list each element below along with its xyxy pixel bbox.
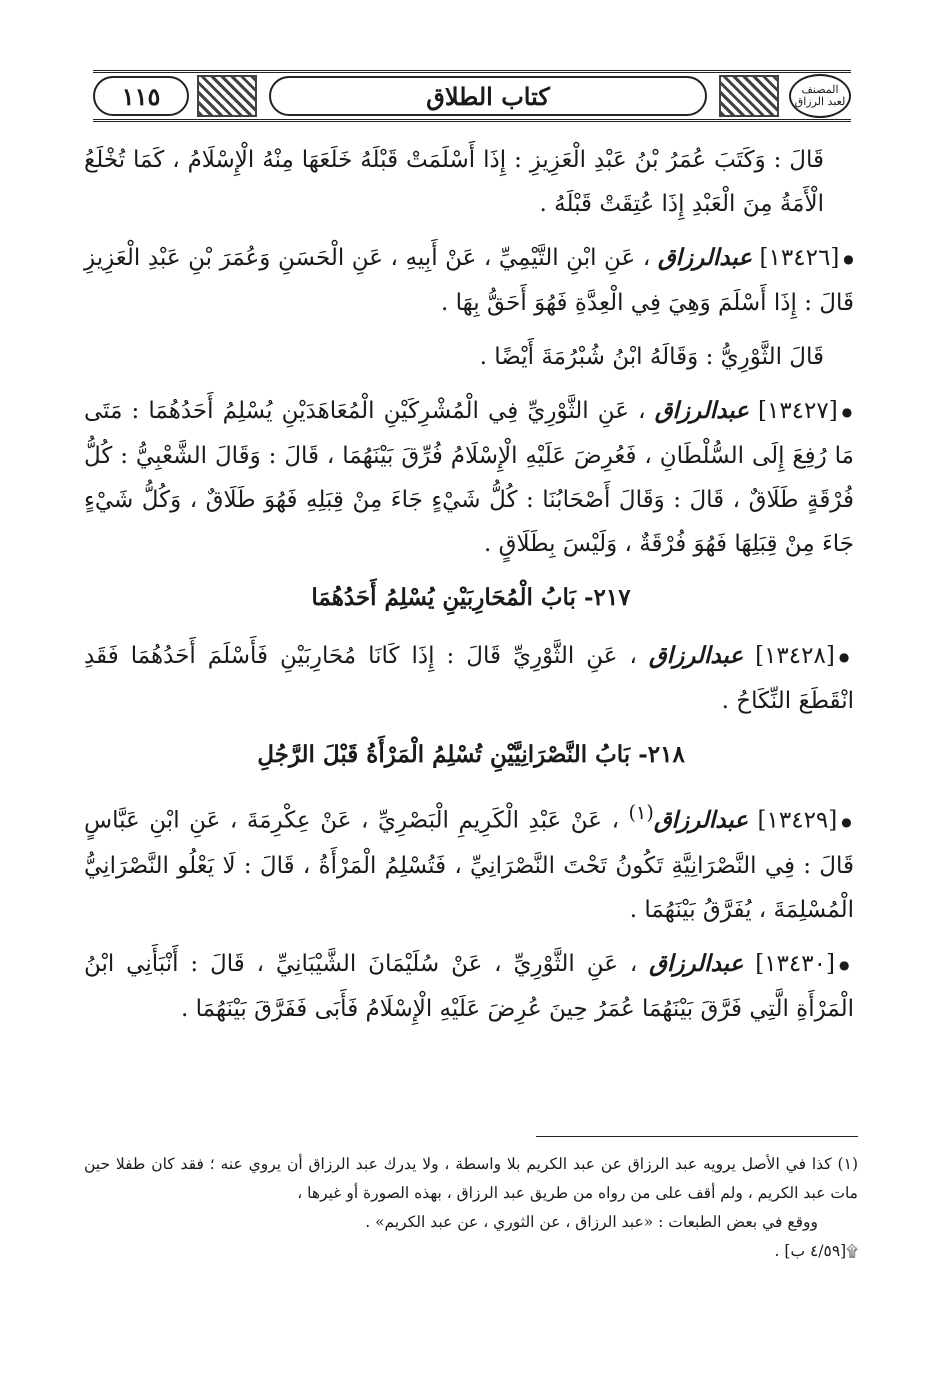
chapter-heading-217: ٢١٧- بَابُ الْمُحَارِبَيْنِ يُسْلِمُ أَحَدُهُمَا <box>311 584 631 611</box>
paragraph-thawri-note <box>84 335 858 379</box>
page-number-frame <box>93 76 189 116</box>
hadith-number: [١٣٤٢٦] <box>759 245 840 271</box>
hadith-number: [١٣٤٣٠] <box>755 950 835 977</box>
bullet-icon: ● <box>843 252 855 266</box>
hadith-number: [١٣٤٢٨] <box>755 643 835 669</box>
folio-text: ۩[٤/٥٩ ب] . <box>774 1242 858 1260</box>
footnotes <box>84 1150 858 1266</box>
folio-reference <box>84 1237 858 1266</box>
bullet-icon: ● <box>838 957 854 972</box>
hadith-13426 <box>84 236 858 325</box>
footnote-text: كذا في الأصل يرويه عبد الرزاق عن عبد الكريم بلا واسطة ، ولا يدرك عبد الرزاق أن يروي عنه ؛ فقد كان طفلا حين مات عبد الكريم ، ولم أقف على من رواه من طريق عبد الرزاق ، بهذه الصورة أو غيرها ، <box>84 1155 858 1202</box>
hadith-source: عبدالرزاق <box>654 397 749 424</box>
main-text <box>84 138 858 1041</box>
hadith-text: ، عَنْ عَبْدِ الْكَرِيمِ الْبَصْرِيِّ ، عَنْ عِكْرِمَةَ ، عَنِ ابْنِ عَبَّاسٍ قَالَ : فِي النَّصْرَانِيَّةِ تَكُونُ تَحْتَ النَّصْرَانِيِّ ، فَتُسْلِمُ الْمَرْأَةُ ، قَالَ : لَا يَعْلُو النَّصْرَانِيُّ الْمُسْلِمَةَ ، يُفَرَّقُ بَيْنَهُمَا . <box>84 807 854 923</box>
paragraph-text: قَالَ : وَكَتَبَ عُمَرُ بْنُ عَبْدِ الْعَزِيزِ : إِذَا أَسْلَمَتْ قَبْلَهُ خَلَعَهَا مِنْهُ الْإِسْلَامُ ، كَمَا تُخْلَعُ الْأَمَةُ مِنَ الْعَبْدِ إِذَا عُتِقَتْ قَبْلَهُ . <box>84 147 824 217</box>
paragraph-umar-letter <box>84 138 858 226</box>
header-title-frame <box>269 76 707 116</box>
footnote-1 <box>84 1150 858 1208</box>
hadith-source: عبدالرزاق <box>648 642 744 669</box>
bullet-icon: ● <box>841 405 855 419</box>
chapter-book-title: كتاب الطلاق <box>426 81 550 111</box>
header-ornament-left <box>197 75 257 117</box>
hadith-source: عبدالرزاق <box>657 244 752 271</box>
hadith-number: [١٣٤٢٩] <box>757 807 838 834</box>
hadith-13427 <box>84 389 858 566</box>
hadith-text: ، عَنِ الثَّوْرِيِّ فِي الْمُشْرِكَيْنِ الْمُعَاهَدَيْنِ يُسْلِمُ أَحَدُهُمَا : مَتَى مَا رُفِعَ إِلَى السُّلْطَانِ ، فَعُرِضَ عَلَيْهِ الْإِسْلَامُ فُرِّقَ بَيْنَهُمَا ، قَالَ : وَقَالَ الشَّعْبِيُّ : كُلُّ فُرْقَةٍ طَلَاقٌ ، قَالَ : وَقَالَ أَصْحَابُنَا : كُلُّ شَيْءٍ جَاءَ مِنْ قِبَلِهِ فَهُوَ طَلَاقٌ ، وَكُلُّ شَيْءٍ جَاءَ مِنْ قِبَلِهَا فَهُوَ فُرْقَةٌ ، وَلَيْسَ بِطَلَاقٍ . <box>84 398 854 557</box>
paragraph-text: قَالَ الثَّوْرِيُّ : وَقَالَهُ ابْنُ شُبْرُمَةَ أَيْضًا . <box>479 344 824 370</box>
footnote-reference[interactable]: (١) <box>628 801 654 824</box>
bullet-icon: ● <box>841 814 854 829</box>
footnote-text: ووقع في بعض الطبعات : «عبد الرزاق ، عن الثوري ، عن عبد الكريم» . <box>365 1213 818 1231</box>
chapter-heading-218: ٢١٨- بَابُ النَّصْرَانِيَّيْنِ تُسْلِمُ الْمَرْأَةُ قَبْلَ الرَّجُلِ <box>257 741 685 768</box>
book-emblem <box>789 74 851 118</box>
hadith-number: [١٣٤٢٧] <box>757 398 838 424</box>
header-ornament-right <box>719 75 779 117</box>
hadith-13428 <box>84 634 858 723</box>
hadith-source: عبدالرزاق <box>649 949 744 977</box>
book-emblem-text: المصنف لعبد الرزاق <box>794 83 846 108</box>
hadith-13429 <box>84 791 858 932</box>
running-header <box>93 70 851 122</box>
footnote-separator <box>536 1136 858 1137</box>
footnote-1-continued <box>84 1208 858 1237</box>
footnote-marker: (١) <box>837 1155 858 1173</box>
page-number: ١١٥ <box>121 81 161 111</box>
hadith-13430 <box>84 942 858 1031</box>
bullet-icon: ● <box>838 650 854 664</box>
hadith-text: ، عَنِ الثَّوْرِيِّ ، عَنْ سُلَيْمَانَ الشَّيْبَانِيِّ ، قَالَ : أَنْبَأَنِي ابْنُ الْمَرْأَةِ الَّتِي فَرَّقَ بَيْنَهُمَا عُمَرُ حِينَ عُرِضَ عَلَيْهِ الْإِسْلَامُ فَأَبَى فَفَرَّقَ بَيْنَهُمَا . <box>84 950 854 1022</box>
hadith-text: ، عَنِ ابْنِ التَّيْمِيِّ ، عَنْ أَبِيهِ ، عَنِ الْحَسَنِ وَعُمَرَ بْنِ عَبْدِ الْعَزِيزِ قَالَ : إِذَا أَسْلَمَ وَهِيَ فِي الْعِدَّةِ فَهُوَ أَحَقُّ بِهَا . <box>84 245 854 316</box>
hadith-source: عبدالرزاق <box>653 806 748 834</box>
hadith-text: ، عَنِ الثَّوْرِيِّ قَالَ : إِذَا كَانَا مُحَارِبَيْنِ فَأَسْلَمَ أَحَدُهُمَا فَقَدِ انْقَطَعَ النِّكَاحُ . <box>84 643 854 714</box>
